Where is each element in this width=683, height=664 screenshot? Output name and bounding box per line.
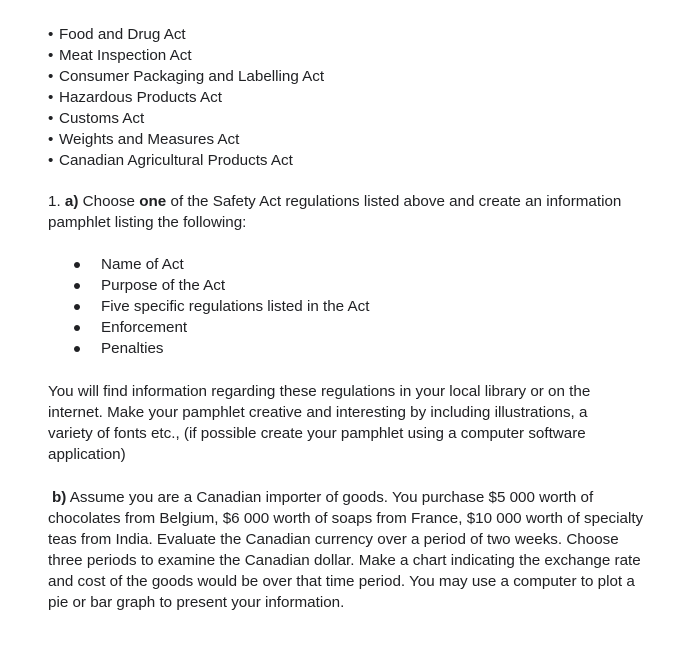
list-item [48,275,660,296]
list-item [48,45,668,66]
item-text: Enforcement [101,319,188,336]
bullet: • [48,152,54,169]
bullet-dot [74,346,80,352]
bullet-dot [74,325,80,331]
acts-list [48,24,668,171]
bullet: • [48,110,54,127]
list-item [48,254,660,275]
list-item [48,338,660,359]
act-name: Food and Drug Act [59,26,186,43]
item-text: Five specific regulations listed in the Act [101,298,370,315]
item-text: Penalties [101,340,164,357]
emphasis-word: one [139,193,167,210]
act-name: Customs Act [59,110,145,127]
list-item [48,150,668,171]
pamphlet-items-list [48,254,660,359]
question-number: 1. [48,193,61,210]
prompt-text-end: of the Safety Act regulations listed above and create an information pamphlet listing the following: [48,193,622,231]
bullet-dot [74,262,80,268]
question-1b-text: Assume you are a Canadian importer of goods. You purchase $5 000 worth of chocolates from Belgium, $6 000 worth of soaps from France, $10 000 worth of specialty teas from India. Evaluate the Canadian currency over a period of two weeks. Choose three periods to examine the Canadian dollar. Make a chart indicating the exchange rate and cost of the goods would be over that time period. You may use a computer to plot a pie or bar graph to present your information. [48,489,644,611]
act-name: Consumer Packaging and Labelling Act [59,68,325,85]
prompt-text-start: Choose [82,193,136,210]
item-text: Name of Act [101,256,184,273]
act-name: Weights and Measures Act [59,131,240,148]
act-name: Hazardous Products Act [59,89,222,106]
question-1b [48,487,648,613]
act-name: Canadian Agricultural Products Act [59,152,293,169]
bullet: • [48,131,54,148]
list-item [48,317,660,338]
bullet: • [48,26,54,43]
list-item [48,108,668,129]
list-item [48,296,660,317]
question-1a [48,191,660,359]
bullet-dot [74,283,80,289]
list-item [48,66,668,87]
bullet: • [48,89,54,106]
info-paragraph: You will find information regarding these regulations in your local library or on the internet. Make your pamphlet creative and interesting by including illustrations, a variety of fonts etc., (if possible create your pamphlet using a computer software application) [48,383,591,463]
item-text: Purpose of the Act [101,277,226,294]
list-item [48,87,668,108]
document-page [48,24,668,613]
bullet: • [48,47,54,64]
act-name: Meat Inspection Act [59,47,192,64]
list-item [48,24,668,45]
part-label: b) [52,489,67,506]
part-label: a) [64,193,79,210]
question-1a-prompt [48,191,660,233]
bullet: • [48,68,54,85]
bullet-dot [74,304,80,310]
list-item [48,129,668,150]
